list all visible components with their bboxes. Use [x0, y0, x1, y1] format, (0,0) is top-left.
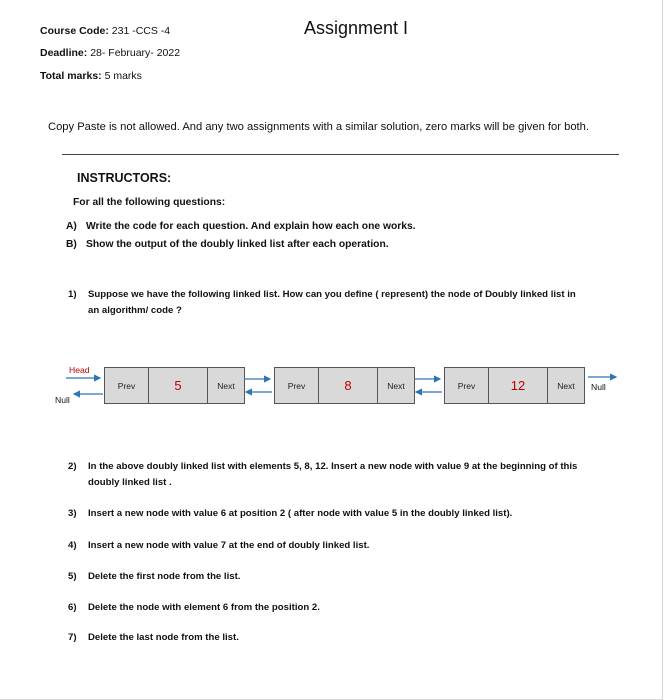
- instruction-text: Write the code for each question. And explain how each one works.: [86, 221, 416, 232]
- question-text-line: Delete the node with element 6 from the position 2.: [88, 602, 320, 613]
- deadline-label: Deadline:: [40, 47, 88, 59]
- deadline-value: 28- February- 2022: [90, 47, 181, 59]
- node-next-field: Next: [387, 380, 405, 391]
- question-text-line: Delete the first node from the list.: [88, 571, 241, 582]
- question-text-line: Insert a new node with value 6 at position 2 ( after node with value 5 in the doubly linked list).: [88, 508, 513, 519]
- question-text-line: Delete the last node from the list.: [88, 632, 239, 643]
- total-marks-value: 5 marks: [104, 70, 142, 82]
- course-code-value: 231 -CCS -4: [111, 25, 171, 37]
- question-text-line: In the above doubly linked list with elements 5, 8, 12. Insert a new node with value 9 at the beginning of this: [88, 461, 578, 472]
- total-marks-label: Total marks:: [40, 70, 102, 82]
- node-next-field: Next: [557, 380, 575, 391]
- question-number: 4): [68, 540, 77, 551]
- question-number: 2): [68, 461, 77, 472]
- assignment-title: Assignment I: [304, 18, 409, 38]
- node-prev-field: Prev: [445, 368, 489, 403]
- question-number: 7): [68, 632, 77, 643]
- question-4: [68, 538, 628, 556]
- null-left-label: Null: [55, 395, 70, 405]
- question-5: [68, 569, 628, 587]
- question-2: [68, 459, 628, 493]
- node-prev-field: Prev: [275, 368, 319, 403]
- node-value: 8: [319, 368, 378, 403]
- course-code-label: Course Code:: [40, 25, 109, 37]
- question-text-line: an algorithm/ code ?: [88, 305, 182, 316]
- instructions-intro: For all the following questions:: [73, 197, 226, 208]
- null-right-label: Null: [591, 382, 606, 392]
- question-text-line: Suppose we have the following linked list. How can you define ( represent) the node of Doubly linked list in: [88, 289, 576, 300]
- question-number: 6): [68, 602, 77, 613]
- question-number: 3): [68, 508, 77, 519]
- head-label: Head: [69, 365, 90, 375]
- question-6: [68, 600, 628, 618]
- question-3: [68, 506, 628, 524]
- instructions-heading: INSTRUCTORS:: [77, 171, 172, 185]
- question-number: 1): [68, 289, 77, 300]
- instruction-text: Show the output of the doubly linked list after each operation.: [86, 239, 389, 250]
- instruction-marker: A): [66, 221, 77, 232]
- node-value: 12: [489, 368, 548, 403]
- question-text-line: doubly linked list .: [88, 477, 172, 488]
- question-text-line: Insert a new node with value 7 at the end of doubly linked list.: [88, 540, 370, 551]
- node-prev-field: Prev: [105, 368, 149, 403]
- question-number: 5): [68, 571, 77, 582]
- instruction-marker: B): [66, 239, 77, 250]
- node-next-field: Next: [217, 380, 235, 391]
- question-7: [68, 630, 628, 648]
- node-value: 5: [149, 368, 208, 403]
- copy-paste-notice: Copy Paste is not allowed. And any two assignments with a similar solution, zero marks will be given for both.: [48, 121, 589, 133]
